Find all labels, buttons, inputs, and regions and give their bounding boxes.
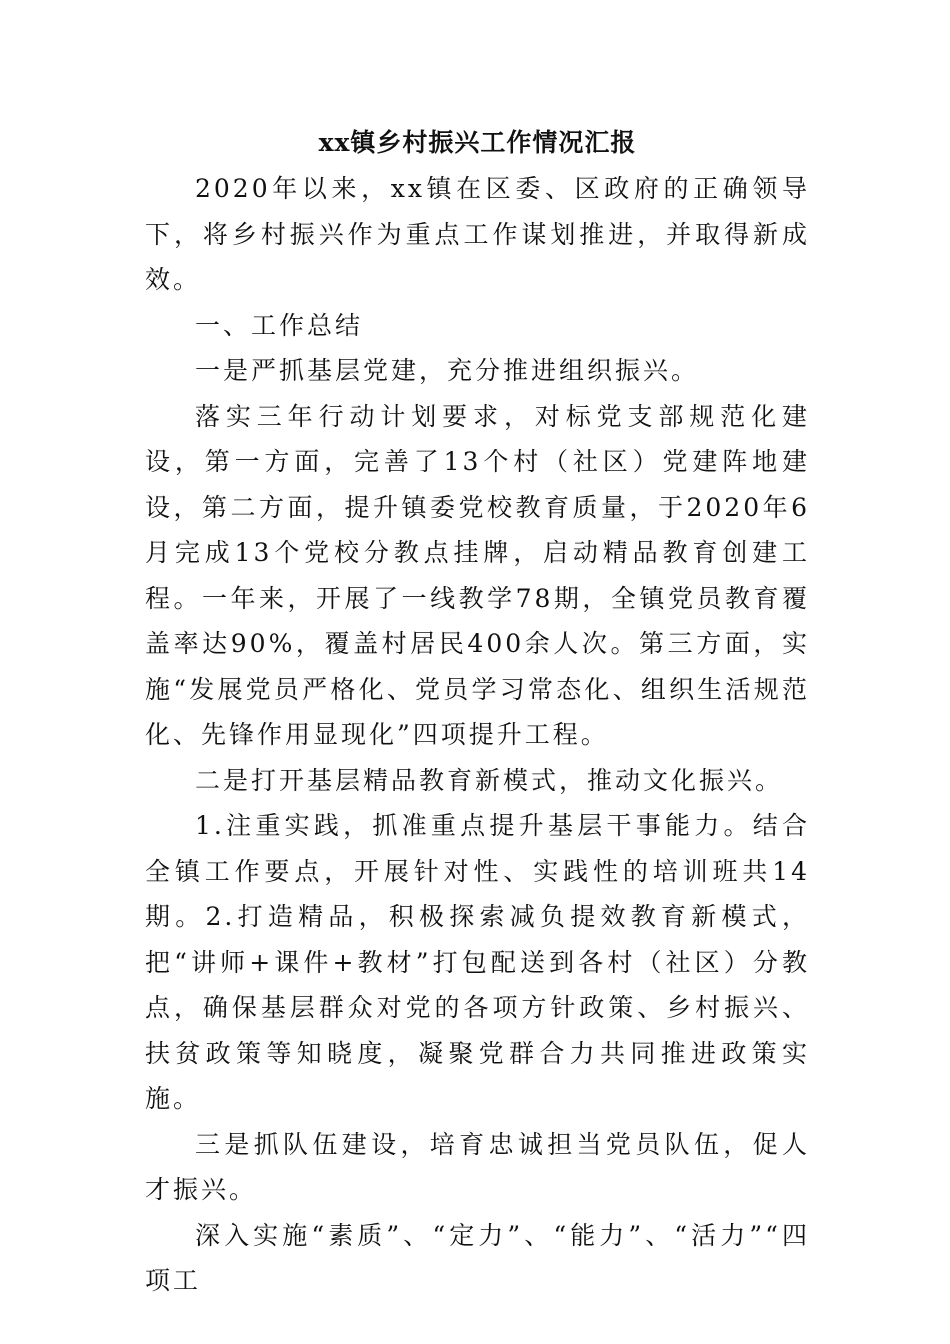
point-three-body: 深入实施“素质”、“定力”、“能力”、“活力”“四项工: [145, 1220, 810, 1295]
document-title: xx镇乡村振兴工作情况汇报: [318, 128, 637, 157]
point-one-heading: 一是严抓基层党建，充分推进组织振兴。: [195, 356, 700, 385]
paragraph-intro: 2020年以来，xx镇在区委、区政府的正确领导下，将乡村振兴作为重点工作谋划推进，并取得新成效。: [145, 174, 810, 294]
point-two-heading: 二是打开基层精品教育新模式，推动文化振兴。: [195, 765, 784, 795]
point-three-heading: 三是抓队伍建设，培育忠诚担当党员队伍，促人才振兴。: [145, 1129, 810, 1204]
point-two-body: 1.注重实践，抓准重点提升基层干事能力。结合全镇工作要点，开展针对性、实践性的培训班共14期。2.打造精品，积极探索减负提效教育新模式，把“讲师+课件+教材”打包配送到各村（社区）分教点，确保基层群众对党的各项方针政策、乡村振兴、扶贫政策等知晓度，凝聚党群合力共同推进政策实施。: [145, 811, 810, 1113]
point-one-body: 落实三年行动计划要求，对标党支部规范化建设，第一方面，完善了13个村（社区）党建阵地建设，第二方面，提升镇委党校教育质量，于2020年6月完成13个党校分教点挂牌，启动精品教育创建工程。一年来，开展了一线教学78期，全镇党员教育覆盖率达90%，覆盖村居民400余人次。第三方面，实施“发展党员严格化、党员学习常态化、组织生活规范化、先锋作用显现化”四项提升工程。: [145, 401, 810, 749]
section-heading-work-summary: 一、工作总结: [195, 310, 364, 340]
document-body: [145, 120, 810, 1304]
